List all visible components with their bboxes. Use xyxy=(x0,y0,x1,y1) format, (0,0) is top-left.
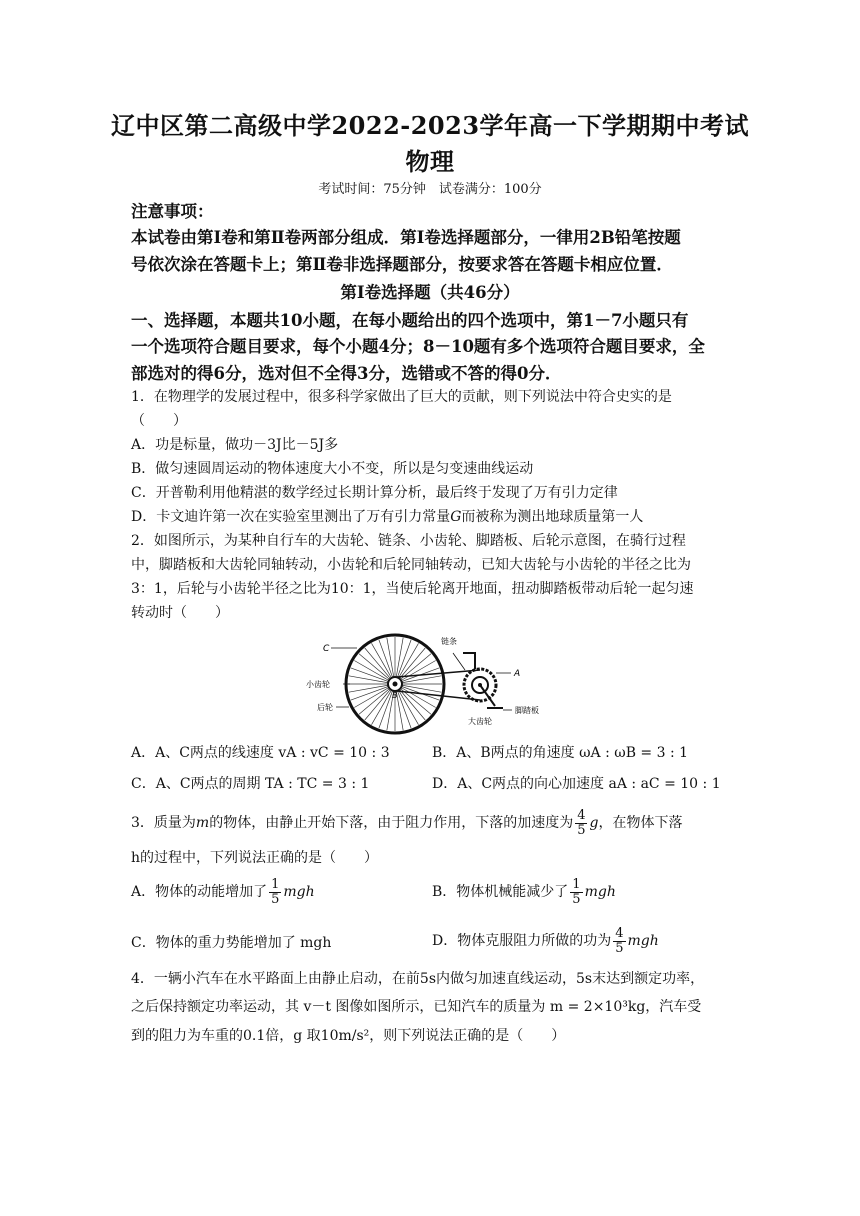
subject-title: 物理 xyxy=(405,147,455,176)
label-a: A xyxy=(514,669,521,679)
q2-option-d: D．A、C两点的向心加速度 aA : aC = 10 : 1 xyxy=(432,776,721,792)
q2-option-c: C．A、C两点的周期 TA : TC = 3 : 1 xyxy=(131,776,370,792)
notice-heading: 注意事项： xyxy=(131,202,214,221)
q2-option-a: A．A、C两点的线速度 vA : vC = 10 : 3 xyxy=(131,745,390,761)
q2-stem-line-3: 3：1，后轮与小齿轮半径之比为10：1，当使后轮离开地面，扭动脚踏板带动后轮一起匀速 xyxy=(131,581,694,597)
q1-option-d: D．卡文迪许第一次在实验室里测出了万有引力常量G而被称为测出地球质量第一人 xyxy=(131,509,644,525)
q3-option-b: B．物体机械能减少了 $\frac{1}{5}$ mgh xyxy=(432,876,616,907)
notice-line-2: 号依次涂在答题卡上；第Ⅱ卷非选择题部分，按要求答在答题卡相应位置． xyxy=(131,255,673,274)
q3-option-a: A．物体的动能增加了 $\frac{1}{5}$ mgh xyxy=(131,876,315,907)
fraction-1-5-a: $\frac{1}{5}$ xyxy=(271,876,280,907)
q3-stem-line-2: h的过程中，下列说法正确的是（ ） xyxy=(131,850,379,866)
label-c: C xyxy=(323,644,330,654)
q2-stem-line-2: 中，脚踏板和大齿轮同轴转动，小齿轮和后轮同轴转动，已知大齿轮与小齿轮的半径之比为 xyxy=(131,557,691,573)
exam-title: 辽中区第二高级中学2022-2023学年高一下学期期中考试 xyxy=(110,111,750,140)
q4-stem-line-2: 之后保持额定功率运动，其 v－t 图像如图所示，已知汽车的质量为 m = 2×10³kg，汽车受 xyxy=(131,999,702,1015)
fraction-1-5-b: $\frac{1}{5}$ xyxy=(572,876,581,907)
label-chain: 链条 xyxy=(441,637,457,646)
section-line-1: 一、选择题，本题共10小题，在每小题给出的四个选项中，第1－7小题只有 xyxy=(131,311,689,330)
fraction-4-5: $\frac{4}{5}$ xyxy=(577,807,586,838)
q4-stem-line-3: 到的阻力为车重的0.1倍，g 取10m/s²，则下列说法正确的是（ ） xyxy=(131,1028,566,1044)
section-line-3: 部选对的得6分，选对但不全得3分，选错或不答的得0分． xyxy=(131,364,562,383)
q1-option-b: B．做匀速圆周运动的物体速度大小不变，所以是匀变速曲线运动 xyxy=(131,461,534,477)
rear-wheel xyxy=(346,635,444,733)
section-title: 第Ⅰ卷选择题（共46分） xyxy=(340,283,520,302)
q3-option-c: C．物体的重力势能增加了 mgh xyxy=(131,935,332,951)
q2-stem-line-4: 转动时（ ） xyxy=(131,605,229,621)
q1-option-c: C．开普勒利用他精湛的数学经过长期计算分析，最后终于发现了万有引力定律 xyxy=(131,485,618,501)
section-line-2: 一个选项符合题目要求，每个小题4分；8－10题有多个选项符合题目要求，全 xyxy=(131,337,705,356)
fraction-4-5-d: $\frac{4}{5}$ xyxy=(615,925,624,956)
q1-option-a: A．功是标量，做功－3J比－5J多 xyxy=(131,437,339,453)
q1-stem-line-1: 1．在物理学的发展过程中，很多科学家做出了巨大的贡献，则下列说法中符合史实的是 xyxy=(131,389,672,405)
q3-option-d: D．物体克服阻力所做的功为 $\frac{4}{5}$ mgh xyxy=(432,925,659,956)
q2-stem-line-1: 2．如图所示，为某种自行车的大齿轮、链条、小齿轮、脚踏板、后轮示意图，在骑行过程 xyxy=(131,533,686,549)
q1-stem-line-2: （ ） xyxy=(131,413,187,429)
label-b: B xyxy=(392,691,398,700)
label-rear-wheel: 后轮 xyxy=(317,703,333,712)
label-pedal: 脚踏板 xyxy=(515,706,539,715)
label-big-gear: 大齿轮 xyxy=(468,717,492,726)
q3-stem-line-1: 3．质量为m的物体，由静止开始下落，由于阻力作用，下落的加速度为 $\frac{4}{5}$ g，在物体下落 xyxy=(131,807,683,838)
q4-stem-line-1: 4．一辆小汽车在水平路面上由静止启动，在前5s内做匀加速直线运动，5s末达到额定功率， xyxy=(131,971,705,987)
notice-line-1: 本试卷由第Ⅰ卷和第Ⅱ卷两部分组成．第Ⅰ卷选择题部分，一律用2B铅笔按题 xyxy=(131,228,681,247)
bicycle-gear-figure xyxy=(305,628,565,738)
label-small-gear: 小齿轮 xyxy=(306,680,330,689)
q2-option-b: B．A、B两点的角速度 ωA : ωB = 3 : 1 xyxy=(432,745,689,761)
exam-meta: 考试时间：75分钟 试卷满分：100分 xyxy=(318,182,542,197)
